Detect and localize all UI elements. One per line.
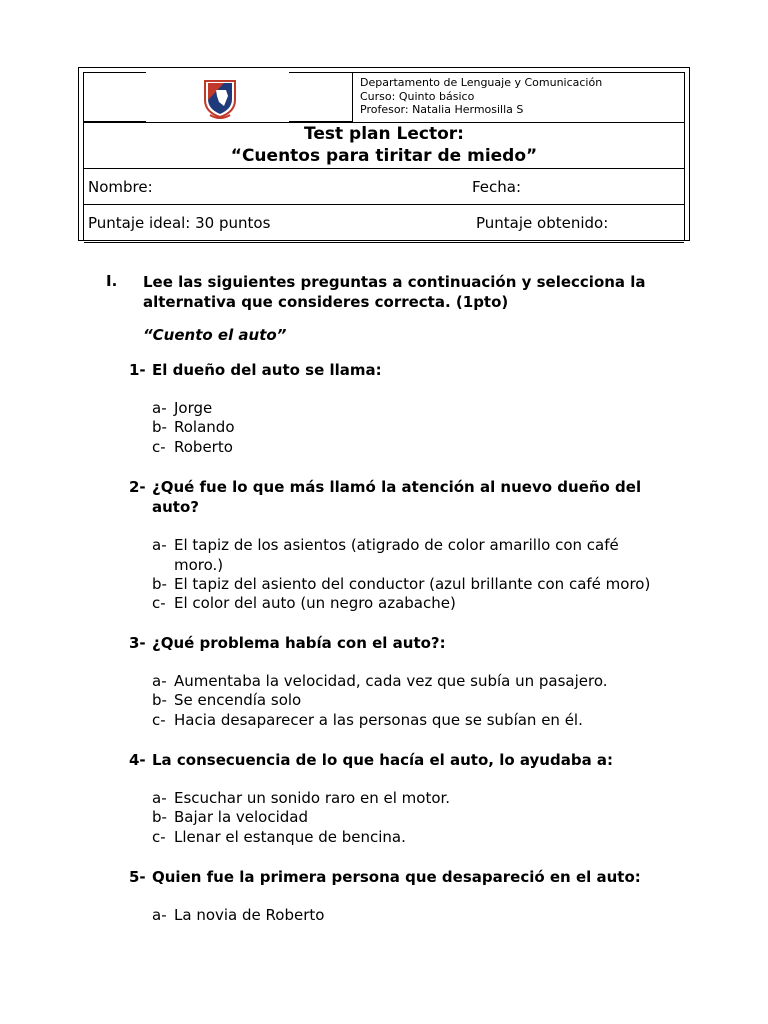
teacher-text: Profesor: Natalia Hermosilla S <box>360 103 524 116</box>
question-4 <box>129 750 689 770</box>
option-1b <box>152 418 692 438</box>
option-3c <box>152 711 692 731</box>
option-text: Aumentaba la velocidad, cada vez que subía un pasajero. <box>174 672 608 690</box>
option-letter: c- <box>152 828 166 846</box>
logo-cell <box>84 72 352 122</box>
question-number: 2- <box>129 478 146 496</box>
question-text: Quien fue la primera persona que desapareció en el auto: <box>152 868 641 886</box>
option-text: Hacia desaparecer a las personas que se subían en él. <box>174 711 583 729</box>
option-letter: b- <box>152 575 167 593</box>
option-letter: a- <box>152 672 167 690</box>
school-crest-logo <box>202 78 238 120</box>
page-title: Test plan Lector: <box>304 124 464 144</box>
header-inner <box>83 72 685 240</box>
name-label: Nombre: <box>88 178 153 196</box>
option-1c <box>152 438 692 458</box>
title-row <box>84 122 684 169</box>
option-letter: b- <box>152 691 167 709</box>
option-text: El tapiz de los asientos (atigrado de color amarillo con café moro.) <box>174 536 619 574</box>
section-number: I. <box>106 272 118 290</box>
option-text: Jorge <box>174 399 213 417</box>
option-text: El color del auto (un negro azabache) <box>174 594 456 612</box>
question-number: 5- <box>129 868 146 886</box>
option-3b <box>152 691 692 711</box>
date-label: Fecha: <box>472 178 522 196</box>
header-table <box>78 67 690 241</box>
question-text: El dueño del auto se llama: <box>152 361 382 379</box>
option-letter: b- <box>152 808 167 826</box>
option-letter: a- <box>152 906 167 924</box>
option-text: Se encendía solo <box>174 691 302 709</box>
option-4a <box>152 789 692 809</box>
option-1a <box>152 399 692 419</box>
question-5 <box>129 867 689 887</box>
ideal-score-label: Puntaje ideal: 30 puntos <box>88 214 271 232</box>
question-number: 3- <box>129 634 146 652</box>
option-text: El tapiz del asiento del conductor (azul brillante con café moro) <box>174 575 651 593</box>
option-letter: c- <box>152 438 166 456</box>
option-text: Roberto <box>174 438 233 456</box>
section-instructions: Lee las siguientes preguntas a continuación y selecciona la alternativa que consideres correcta. (1pto) <box>143 273 646 311</box>
department-text: Departamento de Lenguaje y Comunicación <box>360 76 603 89</box>
divider <box>289 72 352 73</box>
question-number: 4- <box>129 751 146 769</box>
option-letter: a- <box>152 536 167 554</box>
name-row <box>84 168 684 205</box>
option-letter: b- <box>152 418 167 436</box>
option-2a <box>152 536 627 575</box>
option-3a <box>152 672 692 692</box>
option-letter: c- <box>152 594 166 612</box>
option-4c <box>152 828 692 848</box>
page-subtitle: “Cuentos para tiritar de miedo” <box>230 146 538 166</box>
option-letter: a- <box>152 399 167 417</box>
option-text: Rolando <box>174 418 235 436</box>
question-number: 1- <box>129 361 146 379</box>
option-2b <box>152 575 692 595</box>
option-letter: a- <box>152 789 167 807</box>
option-5a <box>152 906 692 926</box>
option-text: Bajar la velocidad <box>174 808 309 826</box>
story-title: “Cuento el auto” <box>143 326 287 344</box>
question-3 <box>129 633 689 653</box>
option-text: Llenar el estanque de bencina. <box>174 828 406 846</box>
option-text: Escuchar un sonido raro en el motor. <box>174 789 451 807</box>
score-row <box>84 204 684 243</box>
question-text: ¿Qué fue lo que más llamó la atención al nuevo dueño del auto? <box>152 478 642 516</box>
option-letter: c- <box>152 711 166 729</box>
header-top-row <box>84 72 684 122</box>
question-text: La consecuencia de lo que hacía el auto, lo ayudaba a: <box>152 751 614 769</box>
question-text: ¿Qué problema había con el auto?: <box>152 634 446 652</box>
course-text: Curso: Quinto básico <box>360 89 475 103</box>
option-2c <box>152 594 692 614</box>
divider <box>84 72 146 73</box>
option-4b <box>152 808 692 828</box>
obtained-score-label: Puntaje obtenido: <box>476 214 609 232</box>
question-1 <box>129 360 689 380</box>
question-2 <box>129 477 654 517</box>
header-info-cell <box>352 72 684 123</box>
option-text: La novia de Roberto <box>174 906 325 924</box>
